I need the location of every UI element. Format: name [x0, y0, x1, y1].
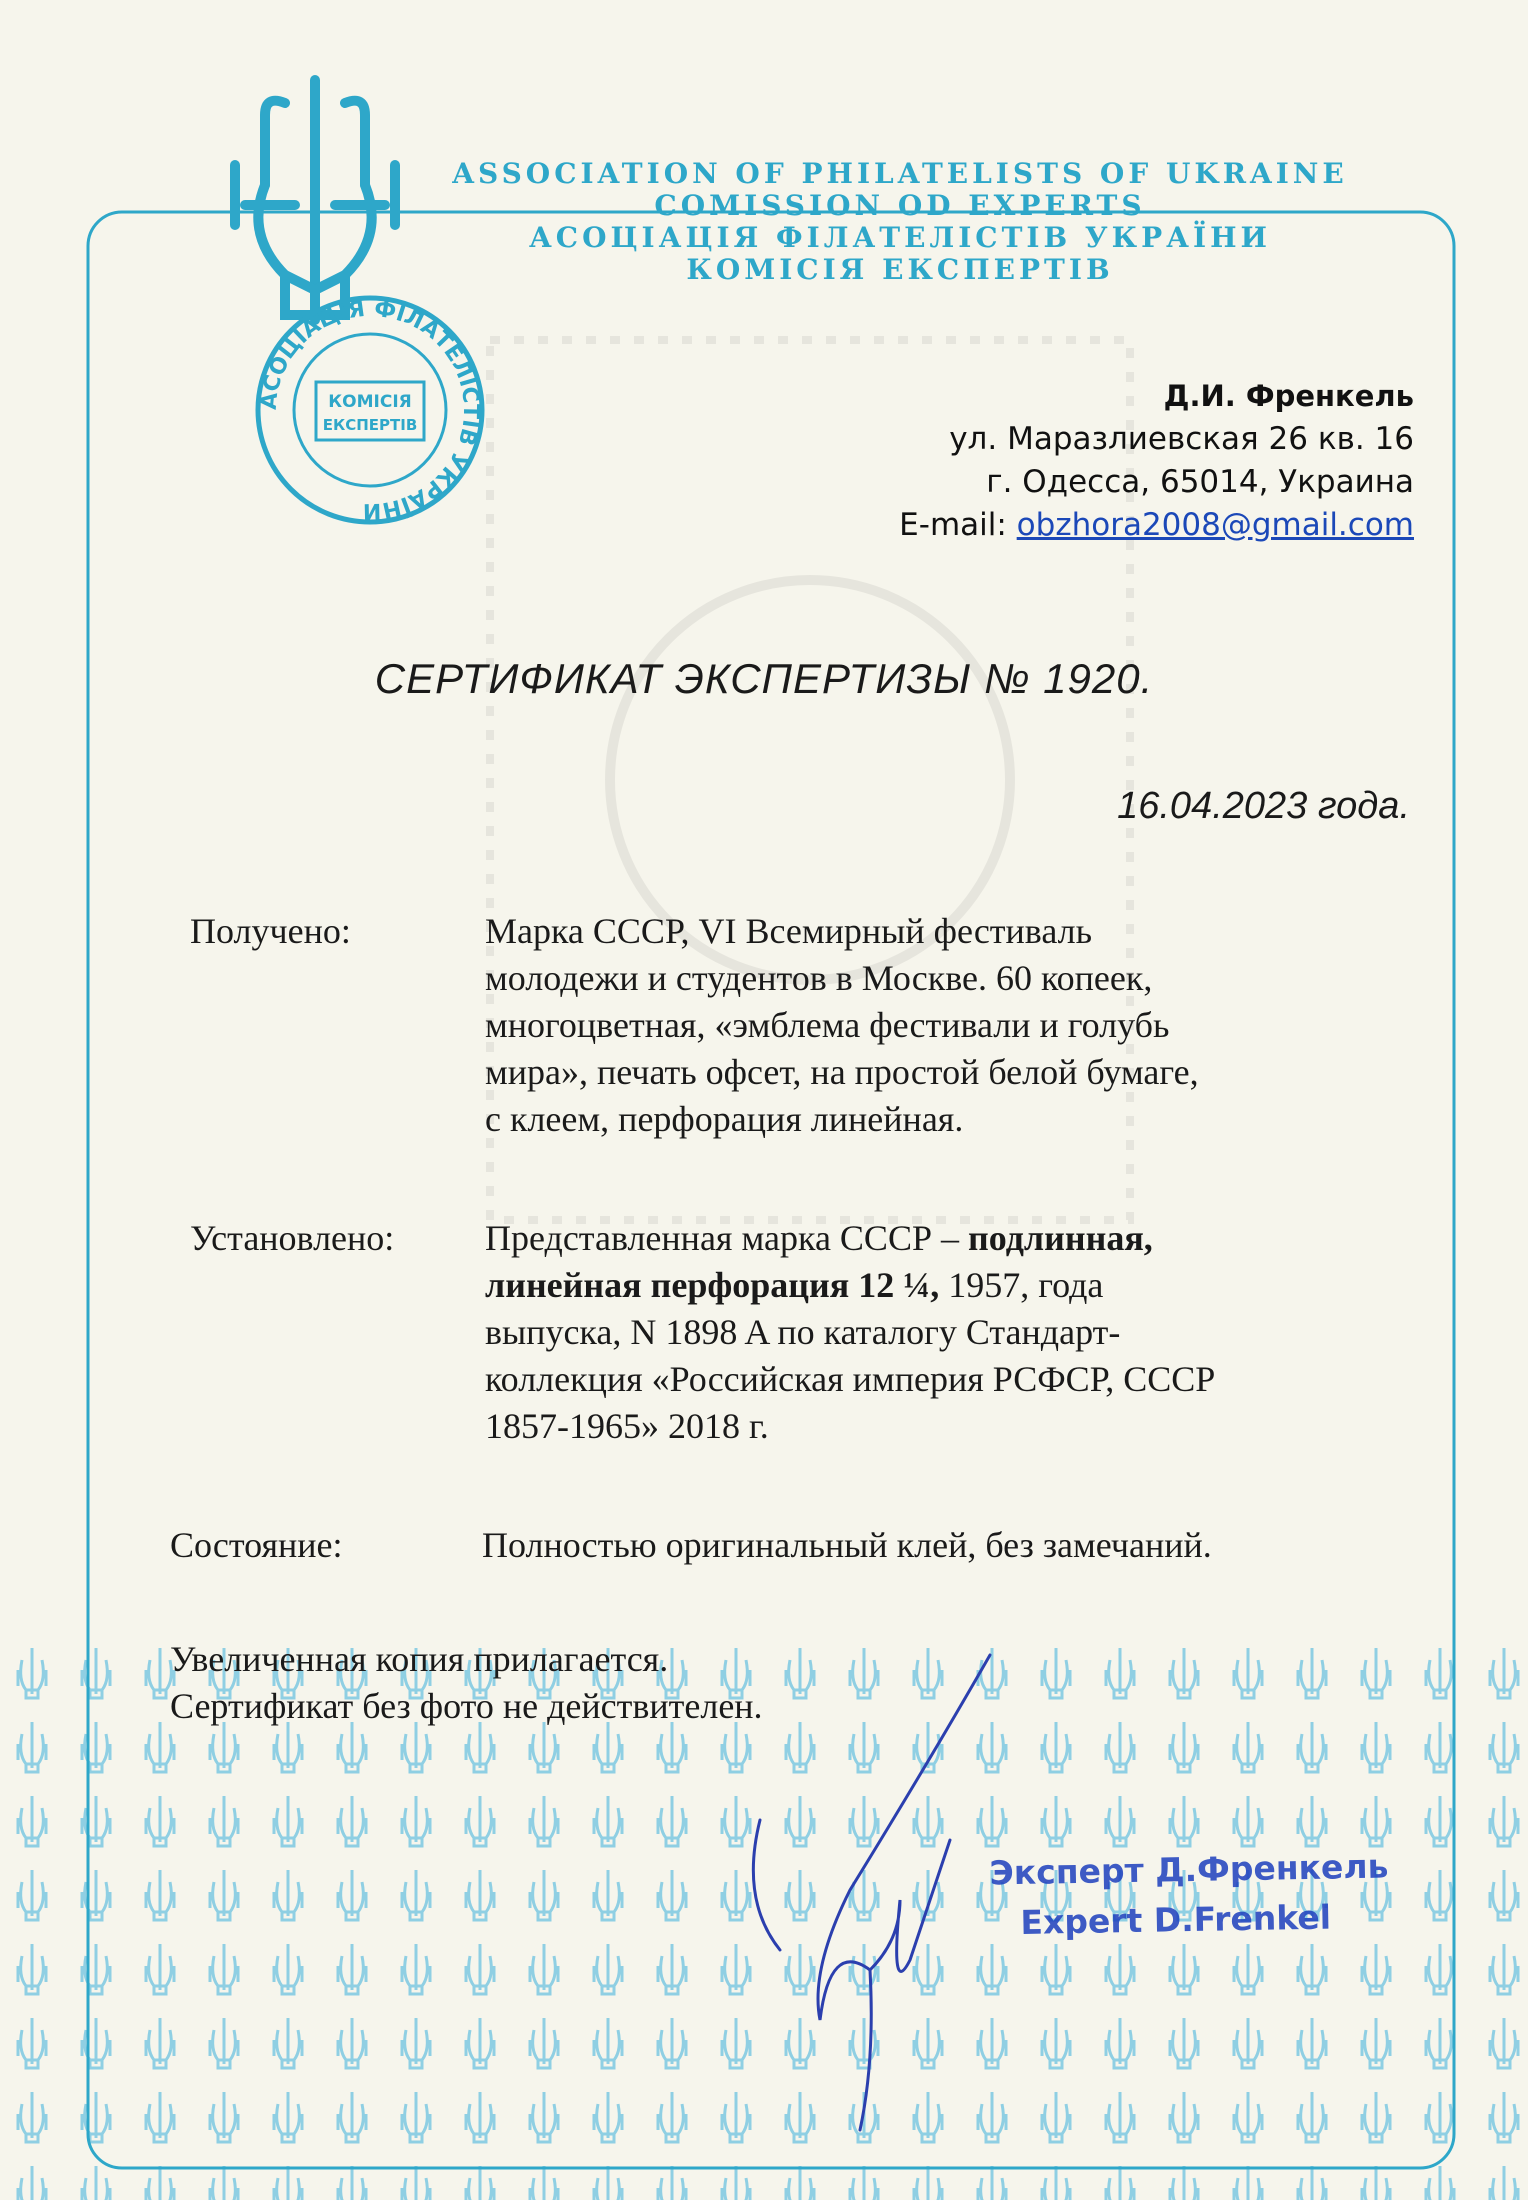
expert-stamp-line-2: Expert D.Frenkel [1020, 1897, 1332, 1942]
established-verdict: подлинная, [967, 1218, 1153, 1258]
received-value [485, 908, 1199, 1143]
received-line: мира», печать офсет, на простой белой бумаге, [485, 1052, 1199, 1092]
sender-name: Д.И. Френкель [1163, 379, 1414, 413]
condition-label: Состояние: [170, 1525, 343, 1565]
sender-city: г. Одесса, 65014, Украина [986, 464, 1414, 500]
seal-ring-text: АСОЦІАЦІЯ ФІЛАТЕЛІСТІВ УКРАЇНИ [256, 296, 484, 524]
sender-address-block [899, 375, 1414, 547]
certificate-title: СЕРТИФИКАТ ЭКСПЕРТИЗЫ № 1920. [374, 655, 1154, 702]
received-line: молодежи и студентов в Москве. 60 копеек, [485, 958, 1153, 998]
established-line: коллекция «Российская империя РСФСР, СССР [485, 1359, 1216, 1399]
received-label: Получено: [190, 911, 351, 951]
handwritten-signature [700, 1640, 1000, 2145]
certificate-date: 16.04.2023 года. [1117, 785, 1410, 827]
email-link[interactable]: obzhora2008@gmail.com [1016, 507, 1414, 543]
seal-center-line2: ЕКСПЕРТІВ [322, 416, 418, 434]
closing-line-2: Сертификат без фото не действителен. [170, 1686, 763, 1726]
perforation-verdict: линейная перфорация 12 ¼, [485, 1265, 940, 1305]
established-line-1 [485, 1215, 1215, 1262]
header-line-4: КОМІСІЯ ЕКСПЕРТІВ [686, 253, 1114, 286]
condition-value: Полностью оригинальный клей, без замечаний. [482, 1525, 1212, 1565]
email-label: E-mail: [899, 507, 1007, 543]
header-line-3: АСОЦІАЦІЯ ФІЛАТЕЛІСТІВ УКРАЇНИ [529, 221, 1271, 254]
received-line: многоцветная, «эмблема фестивали и голубь [485, 1005, 1170, 1045]
sender-street: ул. Маразлиевская 26 кв. 16 [949, 421, 1414, 457]
received-line: Марка СССР, VI Всемирный фестиваль [485, 911, 1093, 951]
header-line-1: ASSOCIATION OF PHILATELISTS OF UKRAINE [452, 157, 1348, 190]
established-text: Представленная марка СССР – [485, 1218, 968, 1258]
established-value [485, 1215, 1215, 1450]
association-header [420, 158, 1380, 286]
expert-stamp-line-1: Эксперт Д.Френкель [989, 1846, 1389, 1893]
established-label: Установлено: [190, 1218, 395, 1258]
closing-line-1: Увеличенная копия прилагается. [170, 1639, 669, 1679]
association-seal [250, 290, 490, 535]
seal-center-line1: КОМІСІЯ [328, 392, 412, 412]
expert-stamp [989, 1842, 1390, 1949]
established-year: 1957, года [939, 1265, 1104, 1305]
sender-email-line [899, 504, 1414, 547]
header-line-2: COMISSION OD EXPERTS [654, 189, 1146, 222]
received-line: с клеем, перфорация линейная. [485, 1099, 964, 1139]
established-line: 1857-1965» 2018 г. [485, 1406, 769, 1446]
established-line-2 [485, 1262, 1215, 1309]
established-line: выпуска, N 1898 A по каталогу Стандарт- [485, 1312, 1121, 1352]
closing-notes [170, 1636, 763, 1730]
